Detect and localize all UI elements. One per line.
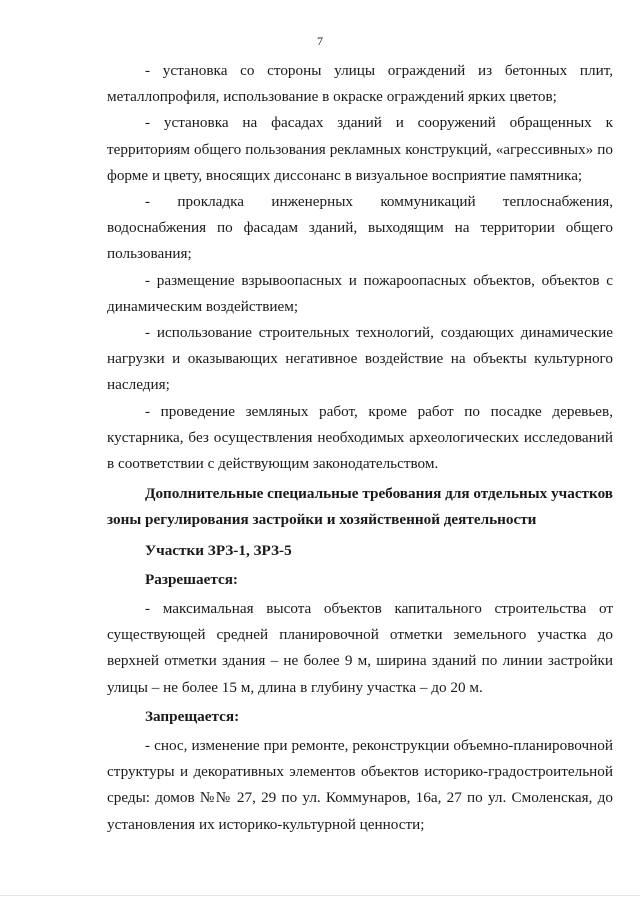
paragraph-fence-restriction: - установка со стороны улицы ограждений из бетонных плит, металлопрофиля, использование в окраске ограждений ярких цветов; — [107, 62, 613, 106]
paragraph-hazardous-objects-restriction: - размещение взрывоопасных и пожароопасных объектов, объектов с динамическим воздействием; — [107, 271, 613, 315]
section-heading: Дополнительные специальные требования для отдельных участков зоны регулирования застройки и хозяйственной деятельности — [107, 485, 613, 529]
forbidden-item: - снос, изменение при ремонте, реконструкции объемно-планировочной структуры и декоративных элементов объектов историко-градостроительной среды: домов №№ 27, 29 по ул. Коммунаров, 16а, 27 по ул. Смоленская, до установления их историко-культурной ценности; — [107, 737, 613, 833]
paragraph-advertising-restriction: - установка на фасадах зданий и сооружений обращенных к территориям общего пользования рекламных конструкций, «агрессивных» по форме и цвету, вносящих диссонанс в визуальное восприятие памятника; — [107, 114, 613, 184]
subsection-heading: Участки ЗРЗ-1, ЗРЗ-5 — [145, 541, 292, 559]
paragraph-utilities-restriction: - прокладка инженерных коммуникаций теплоснабжения, водоснабжения по фасадам зданий, выходящим на территории общего пользования; — [107, 193, 613, 263]
paragraph-earthworks-restriction: - проведение земляных работ, кроме работ по посадке деревьев, кустарника, без осуществления необходимых археологических исследований в соответствии с действующим законодательством. — [107, 402, 613, 473]
page-bottom-edge — [0, 895, 640, 896]
paragraph-construction-technology-restriction: - использование строительных технологий, создающих динамические нагрузки и оказывающих негативное воздействие на объекты культурного наследия; — [107, 324, 613, 394]
allowed-item: - максимальная высота объектов капитального строительства от существующей средней планировочной отметки земельного участка до верхней отметки здания – не более 9 м, ширина зданий по линии застройки улицы – не более 15 м, длина в глубину участка – до 20 м. — [107, 600, 613, 696]
page-number: 7 — [317, 34, 323, 48]
forbidden-label: Запрещается: — [145, 707, 240, 725]
document-body — [107, 58, 613, 838]
allowed-label: Разрешается: — [145, 570, 238, 588]
